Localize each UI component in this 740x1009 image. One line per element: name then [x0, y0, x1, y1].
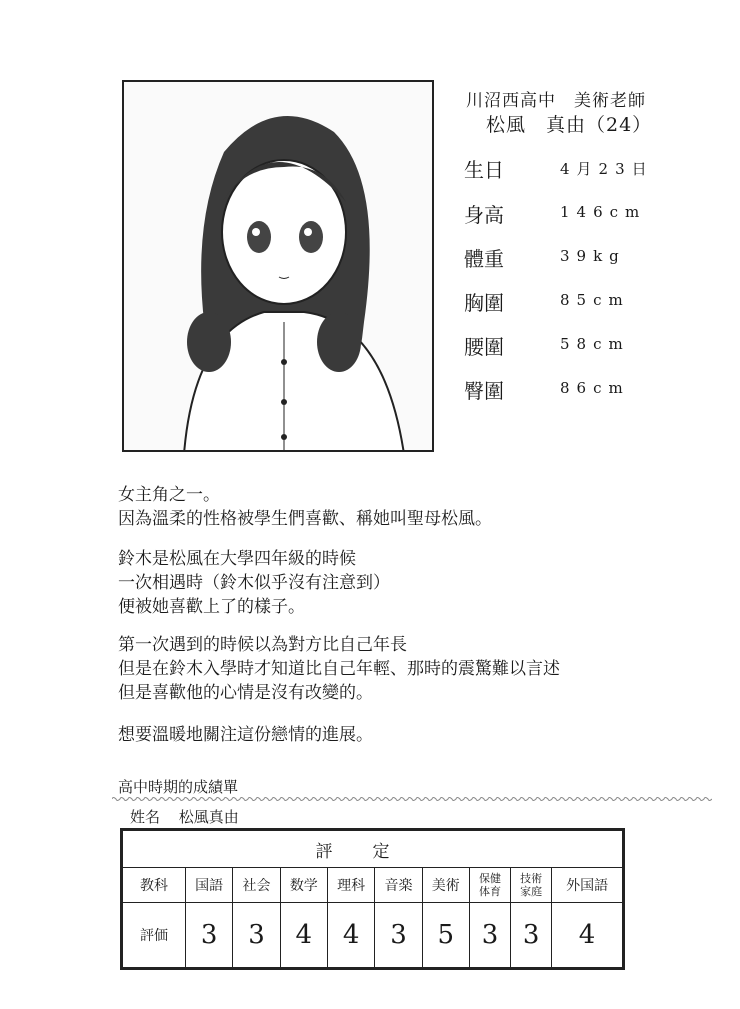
- grade-cell: 3: [375, 903, 422, 969]
- character-name: 松風 真由（24）: [486, 114, 653, 136]
- subject-cell-text: 保健体育: [479, 871, 502, 898]
- stat-label-bust: 胸圍: [464, 291, 504, 315]
- description-line: 一次相遇時（鈴木似乎沒有注意到）: [118, 573, 390, 593]
- grade-cell: 3: [233, 903, 280, 969]
- grade-cell: 4: [552, 903, 624, 969]
- subject-cell: 数学: [280, 868, 327, 903]
- stat-value-height: 146cm: [560, 203, 647, 221]
- grade-cell: 3: [186, 903, 233, 969]
- description-line: 第一次遇到的時候以為對方比自己年長: [118, 635, 407, 655]
- subject-cell: [511, 868, 552, 903]
- subject-label: 教科: [122, 868, 186, 903]
- stat-label-hip: 臀圍: [464, 379, 504, 403]
- stat-label-birthday: 生日: [464, 158, 504, 182]
- description-line: 便被她喜歡上了的樣子。: [118, 597, 305, 617]
- description-line: 鈴木是松風在大學四年級的時候: [118, 549, 356, 569]
- subject-cell: [469, 868, 510, 903]
- stat-label-waist: 腰圍: [464, 335, 504, 359]
- report-name-row: [130, 806, 239, 827]
- report-card-table: [120, 828, 625, 970]
- wavy-divider: [112, 796, 712, 802]
- description-line: 但是喜歡他的心情是沒有改變的。: [118, 683, 373, 703]
- subject-cell-text: 技術家庭: [520, 871, 543, 898]
- subject-cell: 外国語: [552, 868, 624, 903]
- stat-value-weight: 39kg: [560, 247, 626, 265]
- stat-label-height: 身高: [464, 203, 504, 227]
- evaluation-header: 評定: [122, 830, 624, 868]
- description-line: 但是在鈴木入學時才知道比自己年輕、那時的震驚難以言述: [118, 659, 560, 679]
- subject-cell: 理科: [327, 868, 374, 903]
- stat-value-bust: 85cm: [560, 291, 630, 309]
- description-line: 想要溫暖地關注這份戀情的進展。: [118, 725, 373, 745]
- name-label: 姓名: [130, 808, 161, 826]
- description-line: 女主角之一。: [118, 485, 220, 505]
- stat-label-weight: 體重: [464, 247, 504, 271]
- stat-value-waist: 58cm: [560, 335, 630, 353]
- subject-cell: 国語: [186, 868, 233, 903]
- affiliation: 川沼西高中 美術老師: [466, 91, 646, 111]
- grade-cell: 5: [422, 903, 469, 969]
- student-name: 松風真由: [178, 808, 239, 826]
- character-portrait: [122, 80, 434, 452]
- grade-cell: 3: [469, 903, 510, 969]
- grade-cell: 3: [511, 903, 552, 969]
- stat-value-hip: 86cm: [560, 379, 630, 397]
- stat-value-birthday: 4月23日: [560, 160, 654, 178]
- character-illustration: [124, 82, 434, 452]
- report-title: 高中時期的成績單: [118, 778, 239, 796]
- grade-cell: 4: [327, 903, 374, 969]
- grade-cell: 4: [280, 903, 327, 969]
- description-line: 因為溫柔的性格被學生們喜歡、稱她叫聖母松風。: [118, 509, 492, 529]
- grade-label: 評価: [122, 903, 186, 969]
- subject-cell: 社会: [233, 868, 280, 903]
- subject-cell: 音楽: [375, 868, 422, 903]
- subject-cell: 美術: [422, 868, 469, 903]
